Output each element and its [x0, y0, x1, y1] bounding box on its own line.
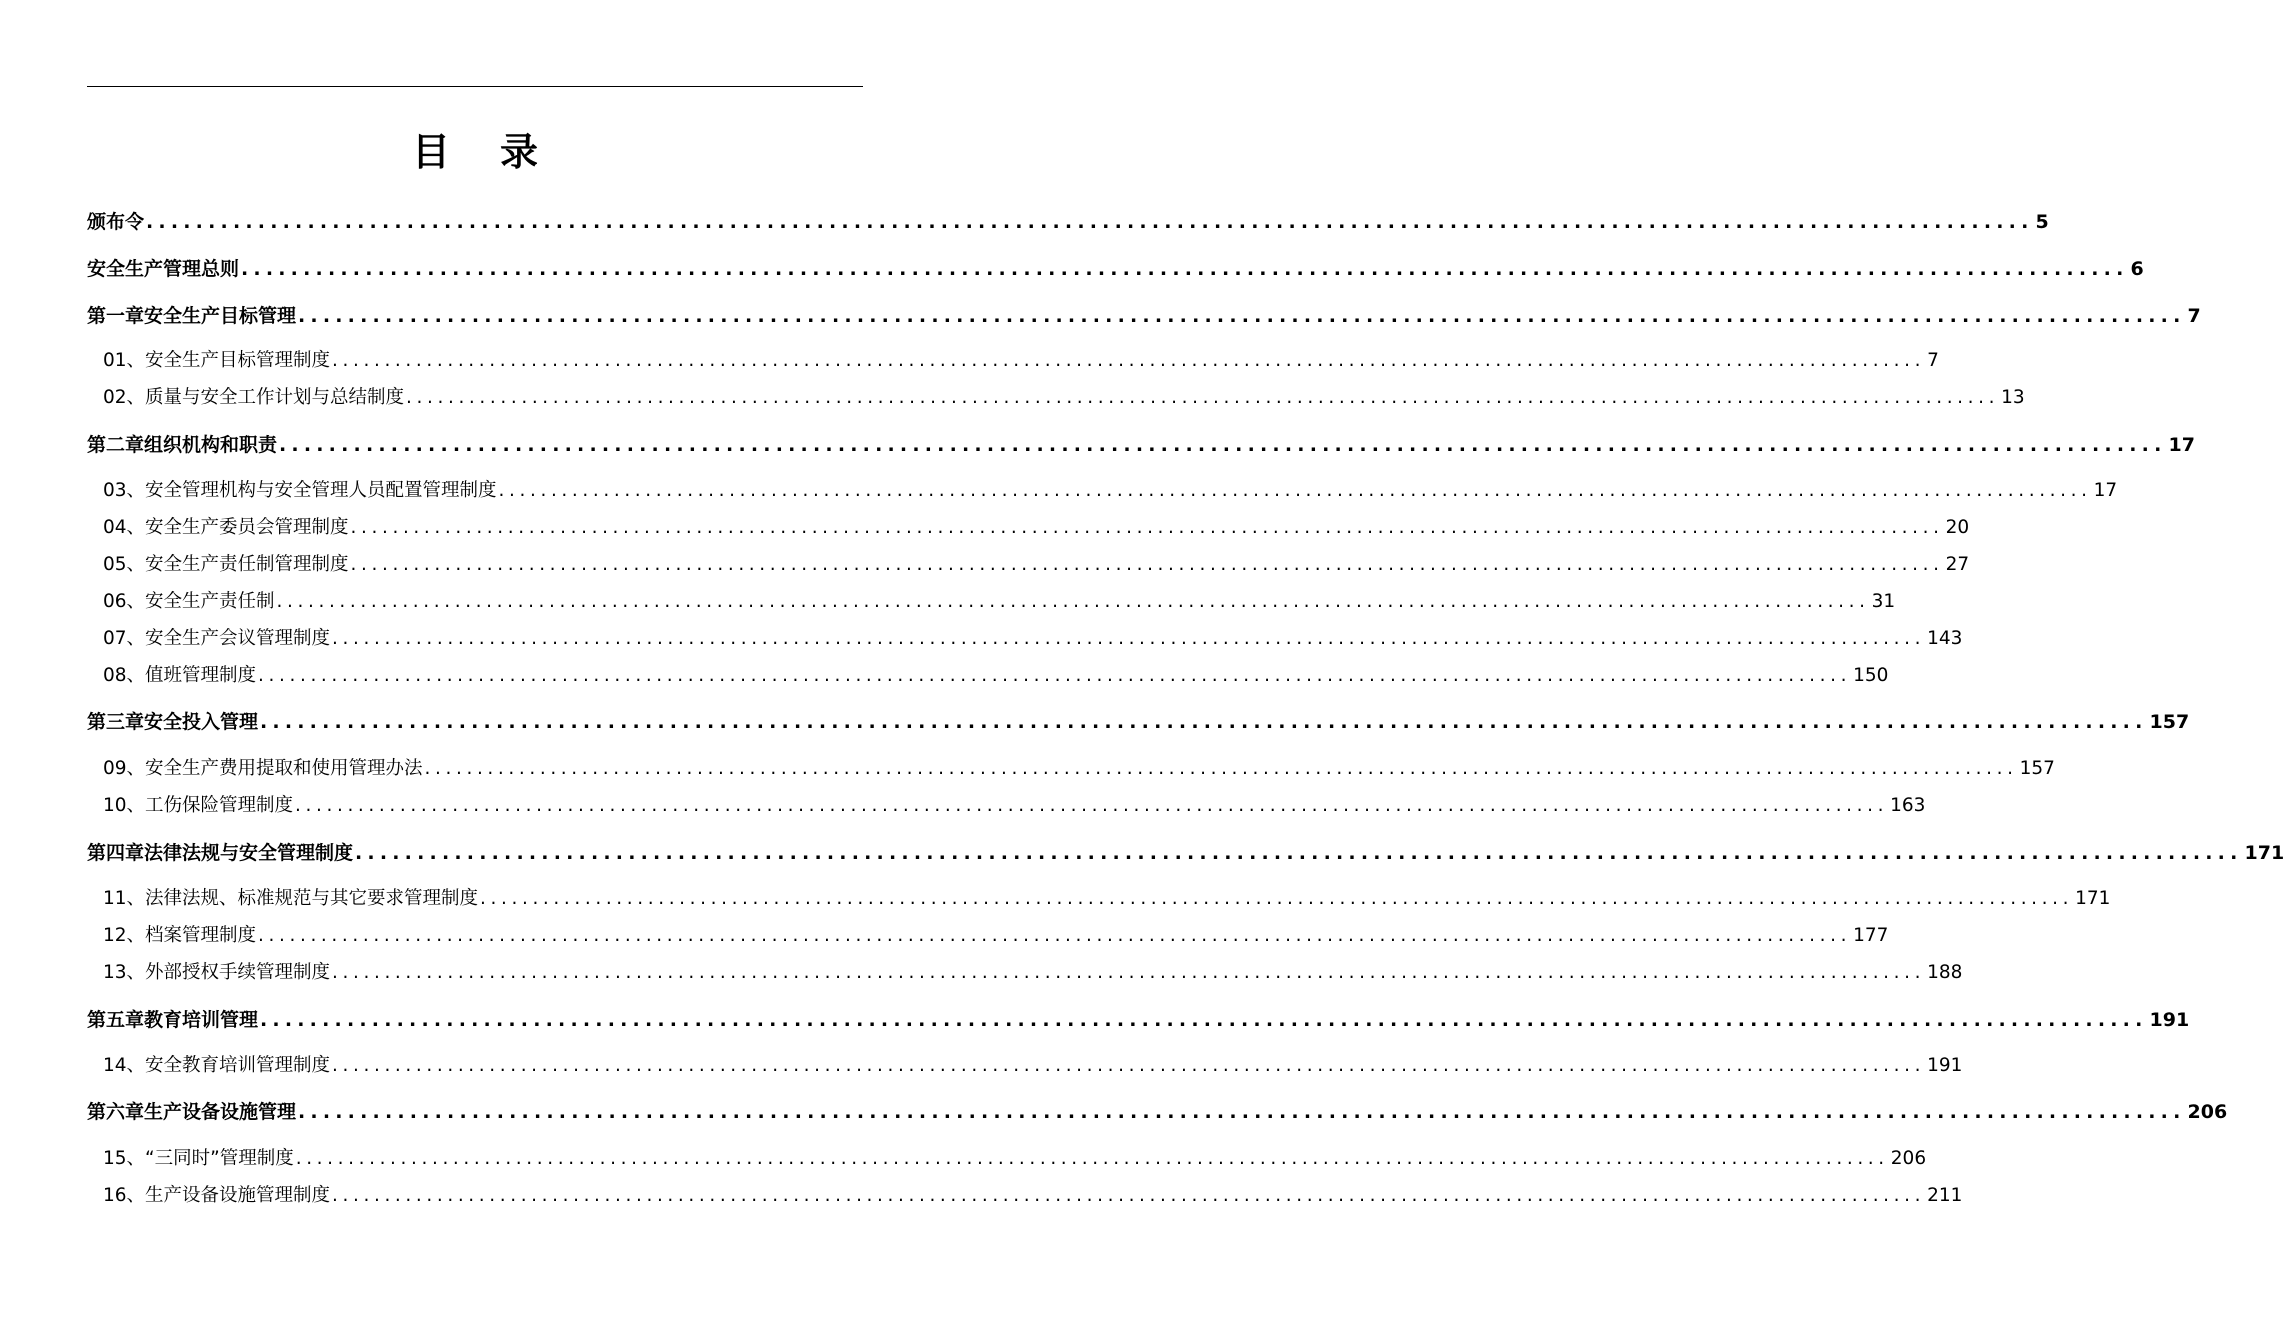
dot-leader: ........................................................................................................................................................: [350, 517, 1944, 538]
toc-entry-label: 12、档案管理制度: [103, 925, 257, 946]
toc-entry-label: 14、安全教育培训管理制度: [103, 1055, 331, 1076]
toc-entry-page: 6: [2130, 258, 2144, 280]
toc-entry-section[interactable]: [87, 791, 1926, 821]
toc-entry-label: 11、法律法规、标准规范与其它要求管理制度: [103, 888, 479, 909]
toc-entry-chapter[interactable]: [87, 254, 2144, 284]
toc-entry-page: 157: [2019, 758, 2055, 779]
dot-leader: ........................................................................................................................................................: [350, 554, 1944, 575]
toc-entry-label: 第六章生产设备设施管理: [87, 1101, 297, 1123]
toc-entry-section[interactable]: [87, 513, 1970, 543]
dot-leader: ........................................................................................................................................................: [260, 711, 2148, 733]
dot-leader: ........................................................................................................................................................: [279, 434, 2167, 456]
toc-entry-label: 第一章安全生产目标管理: [87, 305, 297, 327]
toc-entry-page: 171: [2075, 888, 2111, 909]
toc-entry-label: 第三章安全投入管理: [87, 711, 259, 733]
toc-entry-label: 01、安全生产目标管理制度: [103, 350, 331, 371]
toc-entry-page: 163: [1890, 795, 1926, 816]
toc-entry-section[interactable]: [87, 476, 2118, 506]
toc-entry-label: 06、安全生产责任制: [103, 591, 275, 612]
dot-leader: ........................................................................................................................................................: [498, 480, 2092, 501]
dot-leader: ........................................................................................................................................................: [480, 888, 2074, 909]
toc-entry-chapter[interactable]: [87, 1005, 2190, 1035]
toc-entry-page: 27: [1945, 554, 1970, 575]
toc-entry-section[interactable]: [87, 383, 2025, 413]
toc-entry-label: 09、安全生产费用提取和使用管理办法: [103, 758, 423, 779]
toc-entry-label: 07、安全生产会议管理制度: [103, 628, 331, 649]
dot-leader: ........................................................................................................................................................: [260, 1009, 2148, 1031]
toc-entry-section[interactable]: [87, 661, 1889, 691]
toc-entry-chapter[interactable]: [87, 207, 2049, 237]
toc-entry-section[interactable]: [87, 1051, 1963, 1081]
dot-leader: ........................................................................................................................................................: [406, 387, 2000, 408]
toc-entry-section[interactable]: [87, 1144, 1927, 1174]
toc-entry-page: 143: [1927, 628, 1963, 649]
toc-entry-chapter[interactable]: [87, 707, 2190, 737]
dot-leader: ........................................................................................................................................................: [298, 305, 2186, 327]
toc-entry-section[interactable]: [87, 754, 2055, 784]
toc-entry-section[interactable]: [87, 884, 2111, 914]
toc-entry-page: 191: [2149, 1009, 2190, 1031]
toc-entry-label: 10、工伤保险管理制度: [103, 795, 294, 816]
toc-entry-page: 31: [1871, 591, 1896, 612]
toc-entry-page: 206: [1890, 1148, 1927, 1169]
toc-entry-chapter[interactable]: [87, 1097, 2228, 1127]
toc-entry-page: 17: [2093, 480, 2118, 501]
toc-entry-label: 第四章法律法规与安全管理制度: [87, 842, 354, 864]
dot-leader: ........................................................................................................................................................: [332, 962, 1926, 983]
toc-entry-label: 02、质量与安全工作计划与总结制度: [103, 387, 405, 408]
dot-leader: ........................................................................................................................................................: [332, 350, 1926, 371]
dot-leader: ........................................................................................................................................................: [146, 211, 2034, 233]
toc-entry-label: 第五章教育培训管理: [87, 1009, 259, 1031]
toc-entry-chapter[interactable]: [87, 838, 2284, 868]
toc-entry-label: 第二章组织机构和职责: [87, 434, 278, 456]
dot-leader: ........................................................................................................................................................: [295, 795, 1889, 816]
toc-entry-section[interactable]: [87, 624, 1963, 654]
toc-entry-page: 177: [1853, 925, 1889, 946]
toc-entry-chapter[interactable]: [87, 430, 2195, 460]
toc-entry-page: 5: [2035, 211, 2049, 233]
toc-entry-label: 16、生产设备设施管理制度: [103, 1185, 331, 1206]
toc-entry-page: 7: [1927, 350, 1939, 371]
toc-entry-page: 157: [2149, 711, 2190, 733]
toc-entry-section[interactable]: [87, 587, 1896, 617]
toc-entry-label: 13、外部授权手续管理制度: [103, 962, 331, 983]
dot-leader: ........................................................................................................................................................: [276, 591, 1870, 612]
toc-entry-label: 05、安全生产责任制管理制度: [103, 554, 349, 575]
toc-entry-page: 171: [2244, 842, 2284, 864]
dot-leader: ........................................................................................................................................................: [332, 628, 1926, 649]
toc-entry-page: 206: [2187, 1101, 2228, 1123]
toc-entry-section[interactable]: [87, 921, 1889, 951]
toc-entry-label: 03、安全管理机构与安全管理人员配置管理制度: [103, 480, 497, 501]
dot-leader: ........................................................................................................................................................: [241, 258, 2129, 280]
toc-entry-page: 188: [1927, 962, 1963, 983]
toc-entry-section[interactable]: [87, 958, 1963, 988]
toc-entry-page: 150: [1853, 665, 1889, 686]
toc-entry-label: 04、安全生产委员会管理制度: [103, 517, 349, 538]
dot-leader: ........................................................................................................................................................: [332, 1055, 1926, 1076]
toc-entry-page: 211: [1927, 1185, 1963, 1206]
toc-entry-page: 191: [1927, 1055, 1963, 1076]
dot-leader: ........................................................................................................................................................: [295, 1148, 1889, 1169]
toc-entry-page: 17: [2168, 434, 2195, 456]
dot-leader: ........................................................................................................................................................: [424, 758, 2018, 779]
toc-entry-label: 15、“三同时”管理制度: [103, 1148, 294, 1169]
toc-entry-section[interactable]: [87, 550, 1970, 580]
toc-entry-page: 7: [2187, 305, 2201, 327]
toc-entry-section[interactable]: [87, 346, 1939, 376]
dot-leader: ........................................................................................................................................................: [258, 665, 1852, 686]
dot-leader: ........................................................................................................................................................: [298, 1101, 2186, 1123]
toc-entry-label: 颁布令: [87, 211, 145, 233]
dot-leader: ........................................................................................................................................................: [332, 1185, 1926, 1206]
toc-entry-page: 20: [1945, 517, 1970, 538]
toc-entry-label: 安全生产管理总则: [87, 258, 240, 280]
toc-entry-page: 13: [2001, 387, 2025, 408]
toc-entry-label: 08、值班管理制度: [103, 665, 257, 686]
toc-entry-section[interactable]: [87, 1181, 1963, 1211]
page-title: 目录: [411, 130, 588, 174]
toc-entry-chapter[interactable]: [87, 301, 2201, 331]
header-rule: [87, 86, 863, 87]
dot-leader: ........................................................................................................................................................: [355, 842, 2243, 864]
dot-leader: ........................................................................................................................................................: [258, 925, 1852, 946]
